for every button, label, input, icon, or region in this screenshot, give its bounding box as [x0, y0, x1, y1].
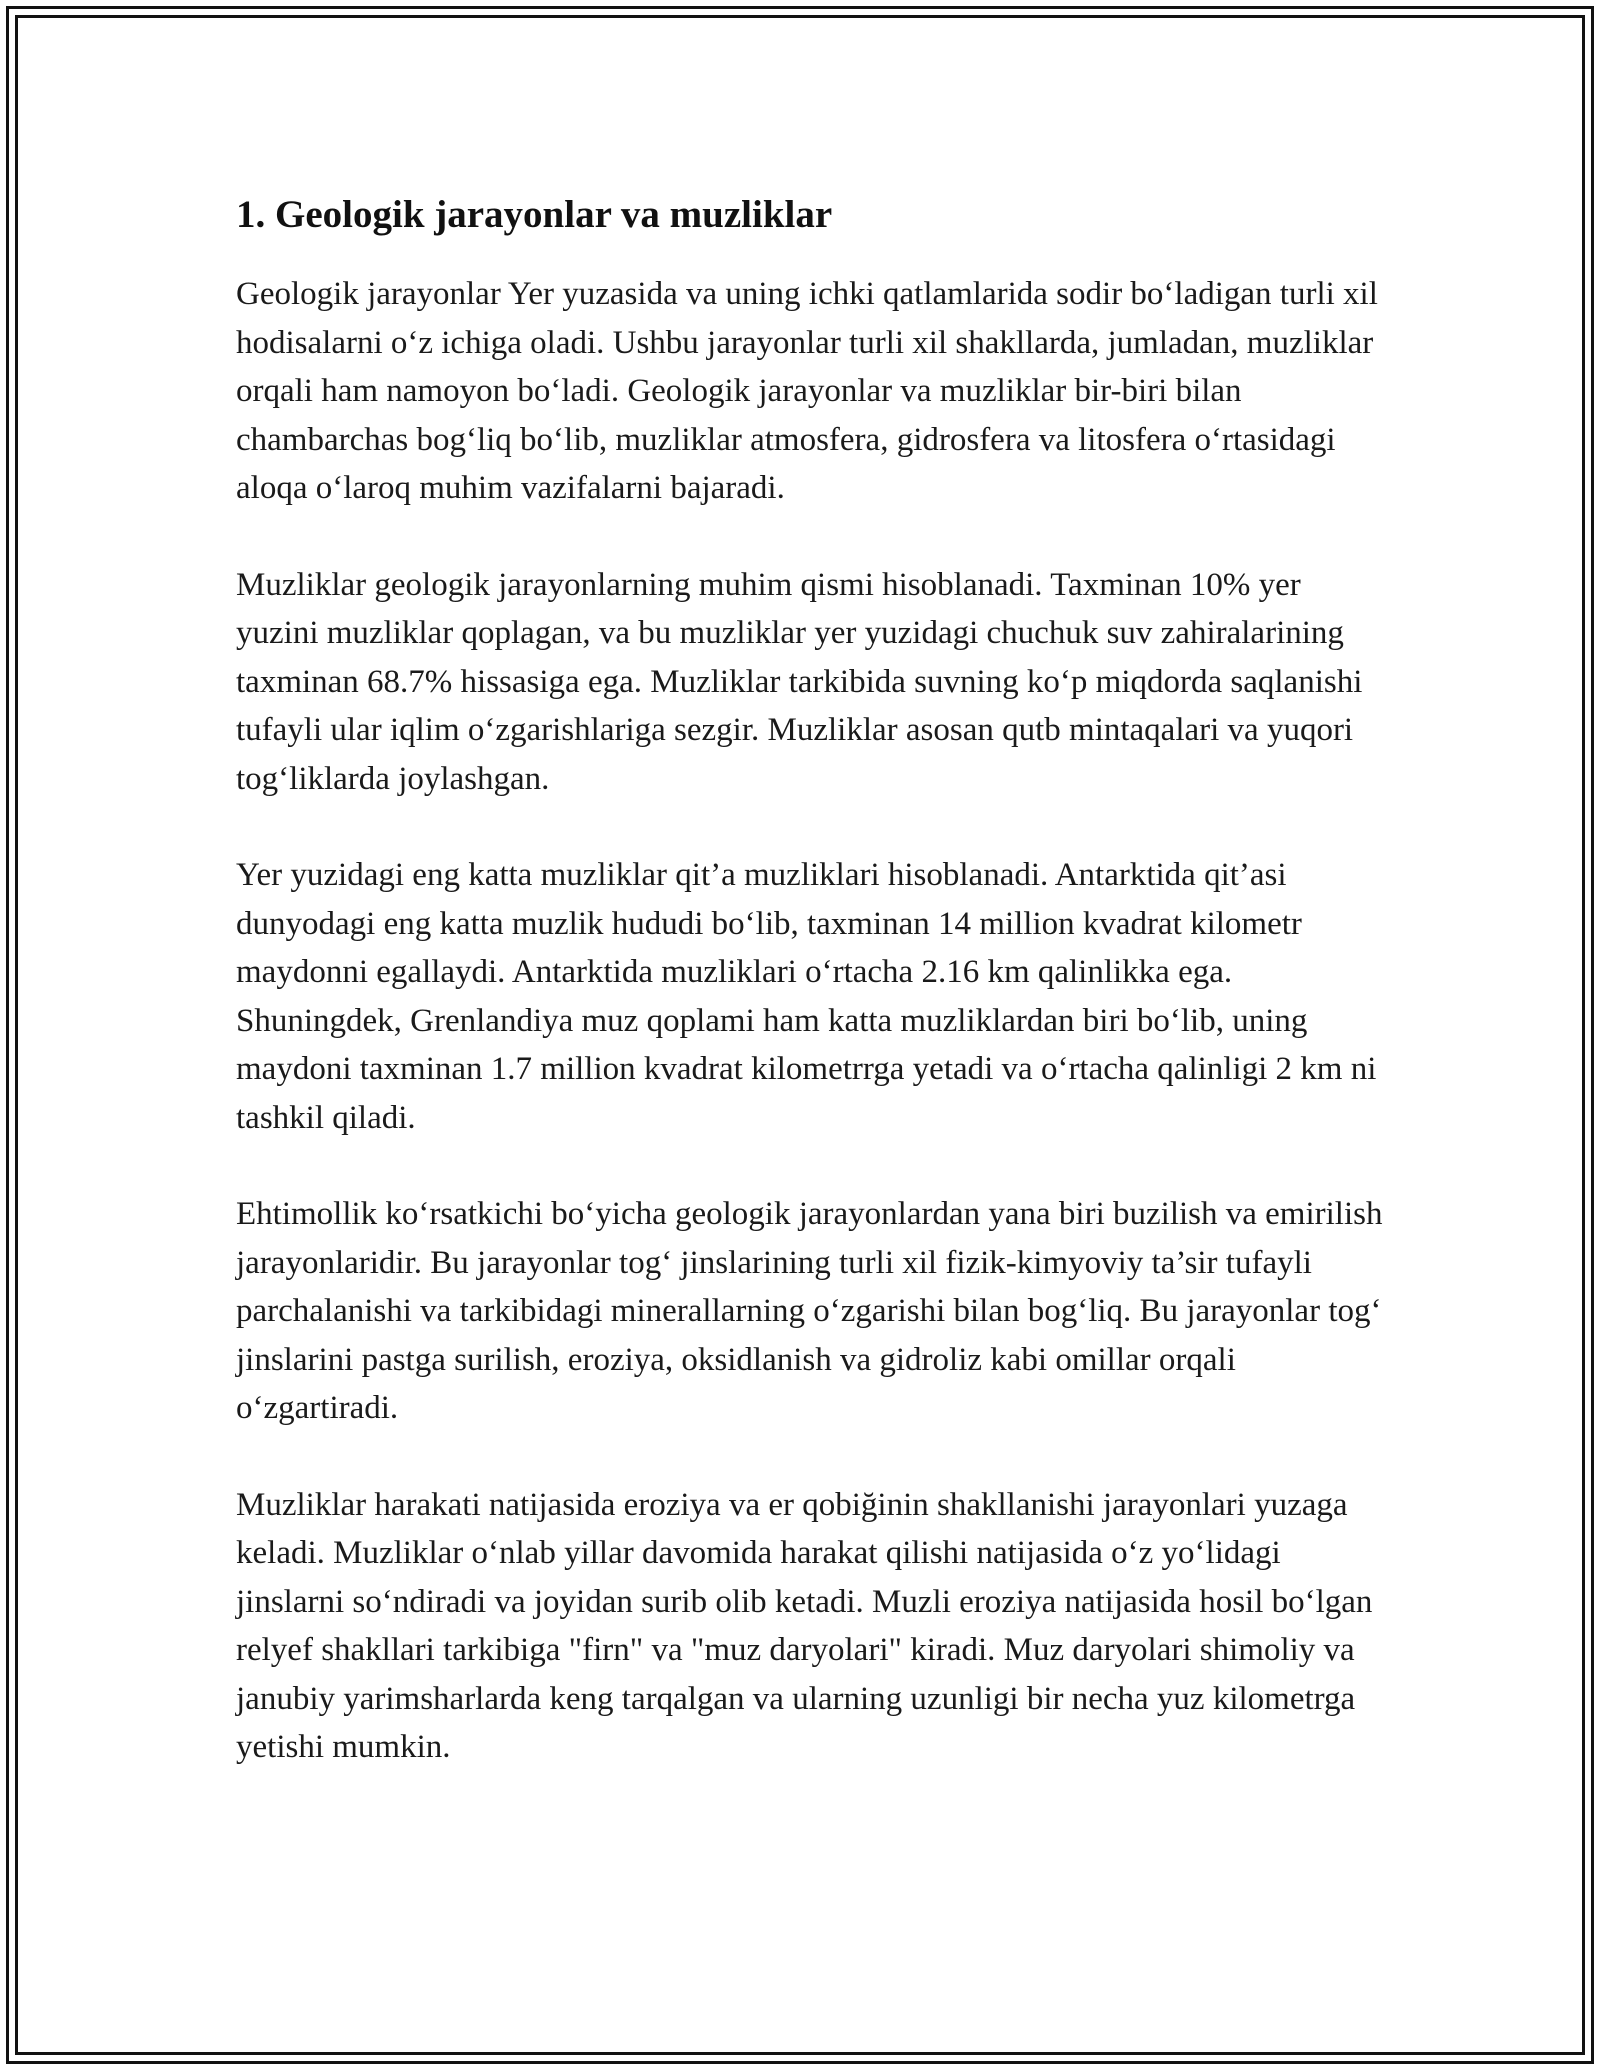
paragraph-4: Ehtimollik ko‘rsatkichi bo‘yicha geologik jarayonlardan yana biri buzilish va emirilish jarayonlaridir. Bu jarayonlar tog‘ jinslarining turli xil fizik-kimyoviy ta’sir tufayli parchalanishi va tarkibidagi minerallarning o‘zgarishi bilan bog‘liq. Bu jarayonlar tog‘ jinslarini pastga surilish, eroziya, oksidlanish va gidroliz kabi omillar orqali o‘zgartiradi.: [236, 1196, 1383, 1426]
section-heading: 1. Geologik jarayonlar va muzliklar: [236, 193, 833, 236]
document-body: [236, 186, 1386, 1820]
paragraph-2: Muzliklar geologik jarayonlarning muhim qismi hisoblanadi. Taxminan 10% yer yuzini muzliklar qoplagan, va bu muzliklar yer yuzidagi chuchuk suv zahiralarining taxminan 68.7% hissasiga ega. Muzliklar tarkibida suvning ko‘p miqdorda saqlanishi tufayli ular iqlim o‘zgarishlariga sezgir. Muzliklar asosan qutb mintaqalari va yuqori tog‘liklarda joylashgan.: [236, 566, 1363, 797]
paragraph-3: Yer yuzidagi eng katta muzliklar qit’a muzliklari hisoblanadi. Antarktida qit’asi dunyodagi eng katta muzlik hududi bo‘lib, taxminan 14 million kvadrat kilometr maydonni egallaydi. Antarktida muzliklari o‘rtacha 2.16 km qalinlikka ega. Shuningdek, Grenlandiya muz qoplami ham katta muzliklardan biri bo‘lib, uning maydoni taxminan 1.7 million kvadrat kilometrrga yetadi va o‘rtacha qalinligi 2 km ni tashkil qiladi.: [236, 857, 1377, 1136]
paragraph-1: Geologik jarayonlar Yer yuzasida va uning ichki qatlamlarida sodir bo‘ladigan turli xil hodisalarni o‘z ichiga oladi. Ushbu jarayonlar turli xil shakllarda, jumladan, muzliklar orqali ham namoyon bo‘ladi. Geologik jarayonlar va muzliklar bir-biri bilan chambarchas bog‘liq bo‘lib, muzliklar atmosfera, gidrosfera va litosfera o‘rtasidagi aloqa o‘laroq muhim vazifalarni bajaradi.: [236, 276, 1378, 506]
paragraph-5: Muzliklar harakati natijasida eroziya va er qobiğinin shakllanishi jarayonlari yuzaga keladi. Muzliklar o‘nlab yillar davomida harakat qilishi natijasida o‘z yo‘lidagi jinslarni so‘ndiradi va joyidan surib olib ketadi. Muzli eroziya natijasida hosil bo‘lgan relyef shakllari tarkibiga "firn" va "muz daryolari" kiradi. Muz daryolari shimoliy va janubiy yarimsharlarda keng tarqalgan va ularning uzunligi bir necha yuz kilometrga yetishi mumkin.: [236, 1486, 1373, 1765]
